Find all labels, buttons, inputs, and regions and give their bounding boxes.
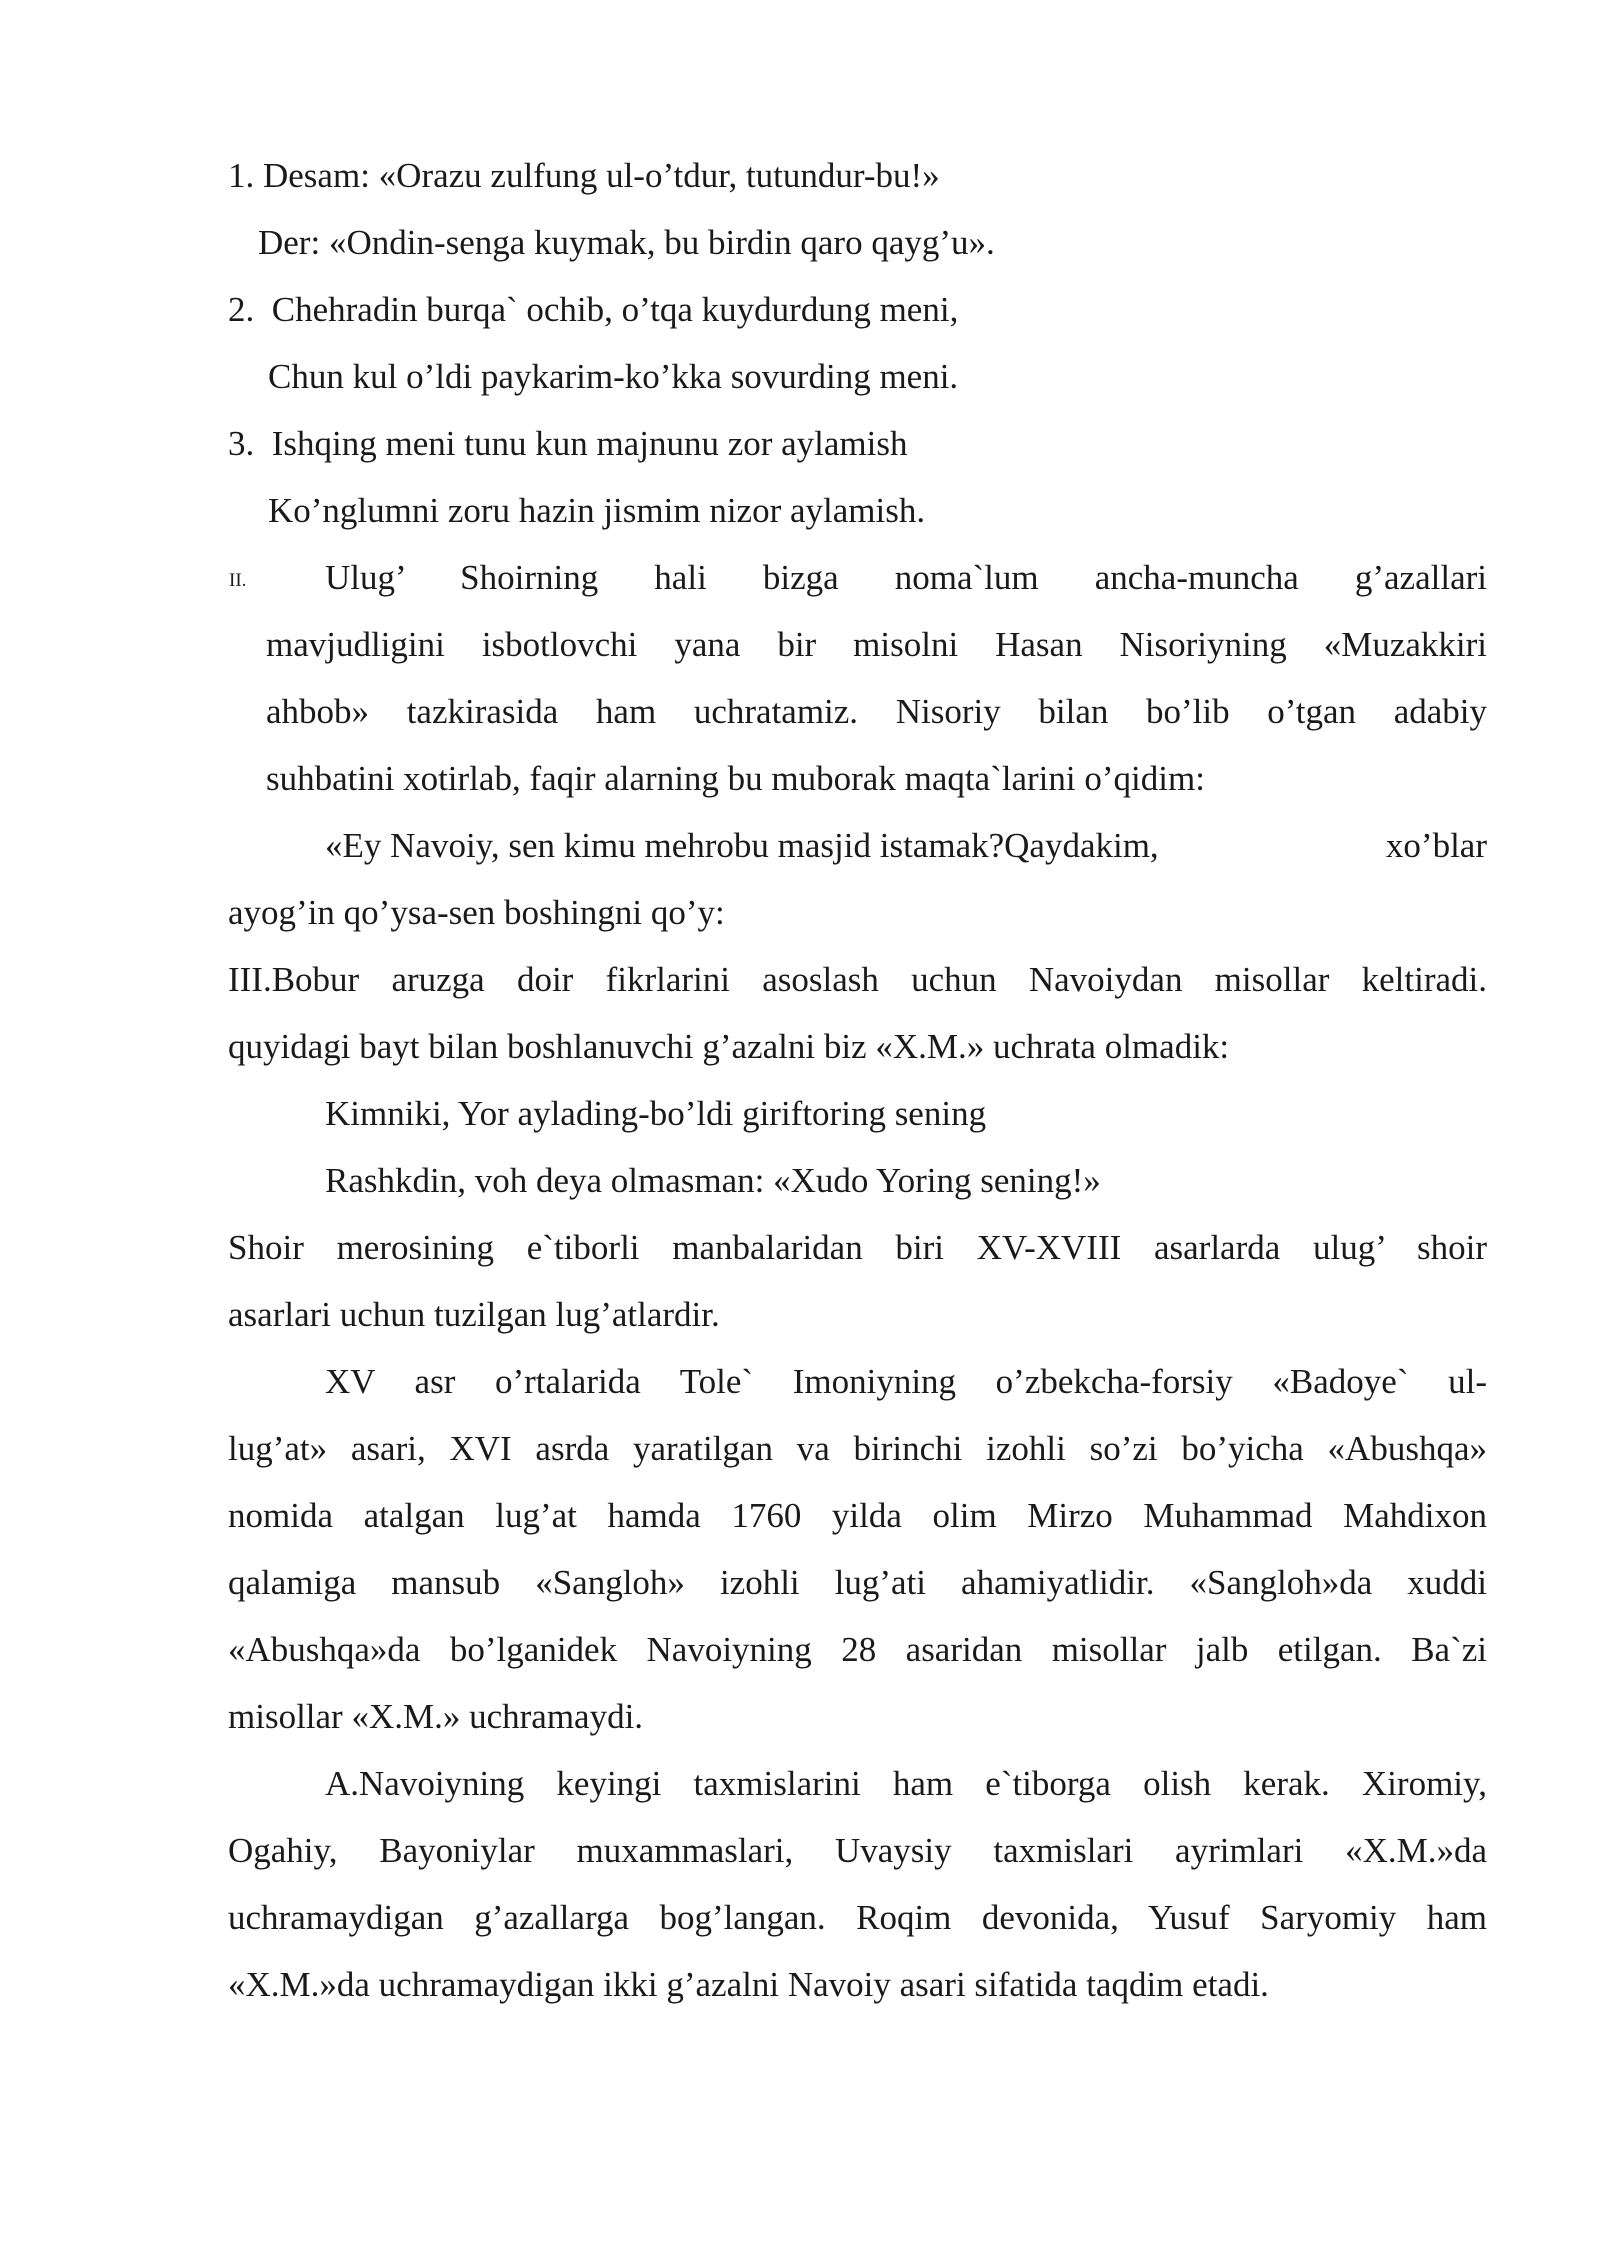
paragraph-3-line-4: «X.M.»da uchramaydigan ikki g’azalni Navoiy asari sifatida taqdim etadi. [228,1965,1269,2004]
paragraph-2-line-5: «Abushqa»da bo’lganidek Navoiyning 28 asaridan misollar jalb etilgan. Ba`zi [228,1630,1487,1669]
verse-1-line-1 [228,154,940,198]
verse-number: 2. [228,290,255,329]
quote-line-1: «Ey Navoiy, sen kimu mehrobu masjid istamak?Qaydakim, [325,826,1159,865]
section-3-line-1: III.Bobur aruzga doir fikrlarini asoslash uchun Navoiydan misollar keltiradi. [228,960,1487,999]
verse-text: Ishqing meni tunu kun majnunu zor aylamish [254,424,908,463]
verse-number: 1. [228,156,255,195]
section-2-line-4: suhbatini xotirlab, faqir alarning bu muborak maqta`larini o’qidim: [266,759,1205,798]
verse-2-line-2: Chun kul o’ldi paykarim-ko’kka sovurding meni. [268,357,959,396]
section-2-line-3: ahbob» tazkirasida ham uchratamiz. Nisoriy bilan bo’lib o’tgan adabiy [266,692,1487,731]
paragraph-3-line-2: Ogahiy, Bayoniylar muxammaslari, Uvaysiy taxmislari ayrimlari «X.M.»da [228,1831,1487,1870]
paragraph-1-line-1: Shoir merosining e`tiborli manbalaridan biri XV-XVIII asarlarda ulug’ shoir [228,1228,1487,1267]
section-3-line-2: quyidagi bayt bilan boshlanuvchi g’azalni biz «X.M.» uchrata olmadik: [228,1027,1230,1066]
paragraph-2-line-6: misollar «X.M.» uchramaydi. [228,1697,644,1736]
section-2-line-2: mavjudligini isbotlovchi yana bir misolni Hasan Nisoriyning «Muzakkiri [266,625,1487,664]
verse-number: 3. [228,424,255,463]
paragraph-1-line-2: asarlari uchun tuzilgan lug’atlardir. [228,1295,720,1334]
verse-text: Chehradin burqa` ochib, o’tqa kuydurdung meni, [254,290,959,329]
verse-text: Desam: «Orazu zulfung ul-o’tdur, tutundur-bu!» [254,156,940,195]
verse-2-line-1 [228,288,958,332]
paragraph-2-line-2: lug’at» asari, XVI asrda yaratilgan va birinchi izohli so’zi bo’yicha «Abushqa» [228,1429,1487,1468]
paragraph-2-line-1: XV asr o’rtalarida Tole` Imoniyning o’zbekcha-forsiy «Badoye` ul- [325,1362,1487,1401]
verse-3-line-1 [228,422,908,466]
quote-line-2: ayog’in qo’ysa-sen boshingni qo’y: [228,893,725,932]
paragraph-3-line-1: A.Navoiyning keyingi taxmislarini ham e`tiborga olish kerak. Xiromiy, [325,1764,1487,1803]
verse-1-line-2: Der: «Ondin-senga kuymak, bu birdin qaro qayg’u». [258,223,995,262]
paragraph-2-line-4: qalamiga mansub «Sangloh» izohli lug’ati ahamiyatlidir. «Sangloh»da xuddi [228,1563,1487,1602]
bayt-line-2: Rashkdin, voh deya olmasman: «Xudo Yoring sening!» [325,1161,1101,1200]
section-2-line-1: Ulug’ Shoirning hali bizga noma`lum ancha-muncha g’azallari [325,558,1487,597]
verse-3-line-2: Ko’nglumni zoru hazin jismim nizor aylamish. [268,491,926,530]
paragraph-2-line-3: nomida atalgan lug’at hamda 1760 yilda olim Mirzo Muhammad Mahdixon [228,1496,1487,1535]
bayt-line-1: Kimniki, Yor aylading-bo’ldi giriftoring sening [325,1094,987,1133]
paragraph-3-line-3: uchramaydigan g’azallarga bog’langan. Roqim devonida, Yusuf Saryomiy ham [228,1898,1487,1937]
quote-line-1-end: xo’blar [1385,826,1487,865]
section-2-marker: II. [229,570,247,591]
